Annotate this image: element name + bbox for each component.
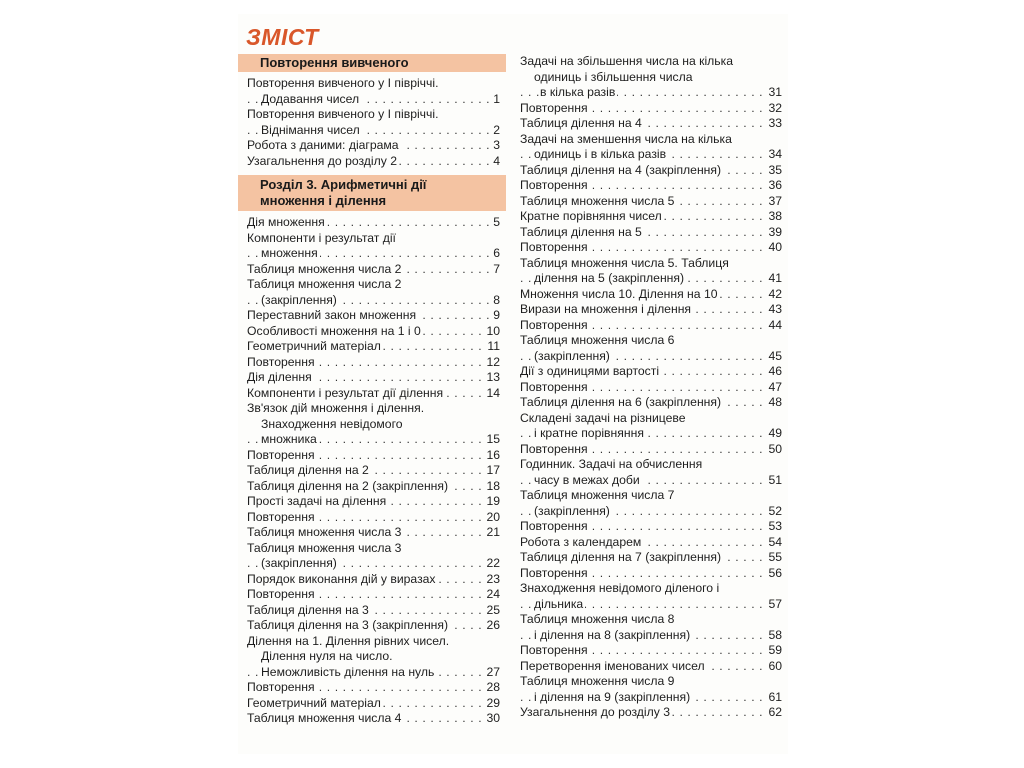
toc-page-number: 15 bbox=[486, 432, 500, 446]
page-title: ЗМІСТ bbox=[246, 24, 319, 50]
toc-page-number: 31 bbox=[768, 85, 782, 99]
toc-page-number: 16 bbox=[486, 447, 500, 462]
toc-entry-title: Повторення bbox=[520, 100, 588, 115]
toc-page-number: 50 bbox=[768, 441, 782, 456]
toc-page-number: 38 bbox=[768, 209, 782, 223]
section-header-line: множення і ділення bbox=[260, 193, 387, 208]
toc-page-number: 5 bbox=[493, 215, 500, 229]
toc-section-2-continued bbox=[520, 54, 782, 721]
toc-entry-title: Таблиця множення числа 4 bbox=[247, 711, 402, 725]
toc-page-number: 22 bbox=[486, 556, 500, 570]
toc-entry-title: Зв'язок дій множення і ділення. bbox=[247, 401, 425, 415]
toc-entry-title: Таблиця ділення на 2 bbox=[247, 463, 369, 477]
toc-entry-title: Таблиця ділення на 2 (закріплення) bbox=[247, 478, 449, 493]
toc-entry-title: Повторення bbox=[247, 587, 315, 601]
toc-entry-title: Віднімання чисел bbox=[261, 122, 360, 137]
toc-page-number: 36 bbox=[768, 178, 782, 192]
toc-entry-title: Робота з календарем bbox=[520, 534, 642, 549]
toc-entry-title: одиниць і збільшення числа bbox=[534, 69, 693, 84]
toc-entry-title: Повторення bbox=[247, 680, 315, 694]
toc-entry bbox=[238, 463, 506, 479]
toc-entry-title: Повторення вивченого у І півріччі. bbox=[247, 107, 439, 121]
toc-page-number: 39 bbox=[768, 224, 782, 239]
toc-entry-title: (закріплення) bbox=[261, 556, 337, 570]
toc-entry-title: Таблиця множення числа 5. Таблиця bbox=[520, 255, 729, 270]
toc-entry bbox=[238, 138, 506, 154]
toc-entry bbox=[238, 603, 506, 619]
toc-page-number: 14 bbox=[486, 385, 500, 400]
toc-page-number: 27 bbox=[486, 664, 500, 679]
toc-entry bbox=[520, 643, 782, 659]
toc-entry bbox=[520, 690, 782, 706]
toc-section-2 bbox=[238, 215, 506, 727]
toc-entry-title: і ділення на 8 (закріплення) bbox=[534, 627, 691, 642]
toc-entry-title: Таблиця множення числа 7 bbox=[520, 488, 675, 502]
toc-entry-title: Дія множення bbox=[247, 215, 325, 229]
toc-entry bbox=[520, 473, 782, 489]
toc-page-number: 1 bbox=[493, 91, 500, 106]
toc-entry bbox=[520, 411, 782, 427]
toc-page-number: 29 bbox=[486, 695, 500, 710]
toc-entry-title: і кратне порівняння bbox=[534, 426, 644, 440]
toc-entry bbox=[520, 209, 782, 225]
toc-entry-title: ділення на 5 (закріплення) bbox=[534, 271, 685, 285]
toc-entry bbox=[238, 525, 506, 541]
toc-page-number: 60 bbox=[768, 658, 782, 673]
toc-entry-title: Таблиця ділення на 3 (закріплення) bbox=[247, 618, 449, 632]
toc-page-number: 4 bbox=[493, 153, 500, 168]
toc-page-number: 35 bbox=[768, 162, 782, 177]
toc-entry-title: в кілька разів bbox=[540, 85, 616, 99]
toc-page-number: 8 bbox=[493, 292, 500, 307]
toc-entry bbox=[238, 711, 506, 727]
toc-page-number: 24 bbox=[486, 587, 500, 601]
toc-entry bbox=[520, 256, 782, 272]
toc-entry-title: Таблиця множення числа 3 bbox=[247, 540, 402, 555]
section-header: Повторення вивченого bbox=[238, 54, 506, 72]
toc-entry bbox=[238, 401, 506, 417]
toc-entry bbox=[238, 324, 506, 340]
toc-entry-title: і ділення на 9 (закріплення) bbox=[534, 689, 691, 704]
toc-entry-title: Повторення bbox=[247, 447, 315, 462]
toc-entry bbox=[238, 541, 506, 557]
toc-entry-title: Неможливість ділення на нуль bbox=[261, 664, 435, 679]
toc-entry bbox=[238, 556, 506, 572]
toc-page-number: 23 bbox=[486, 571, 500, 586]
toc-entry-title: Повторення bbox=[520, 379, 588, 394]
toc-page-number: 54 bbox=[768, 534, 782, 549]
toc-entry-title: множника bbox=[261, 432, 317, 446]
toc-entry-title: Порядок виконання дій у виразах bbox=[247, 571, 436, 586]
toc-entry-title: Задачі на збільшення числа на кілька bbox=[520, 54, 734, 68]
toc-entry bbox=[520, 85, 782, 101]
toc-page-number: 17 bbox=[486, 463, 500, 477]
toc-entry-title: Повторення bbox=[520, 441, 588, 456]
toc-entry bbox=[238, 510, 506, 526]
toc-entry-title: (закріплення) bbox=[534, 503, 610, 518]
section-header bbox=[238, 175, 506, 211]
toc-entry bbox=[238, 386, 506, 402]
toc-entry-title: Повторення вивченого у І півріччі. bbox=[247, 76, 439, 90]
toc-page-number: 20 bbox=[486, 509, 500, 524]
toc-page-number: 49 bbox=[768, 426, 782, 440]
toc-entry-title: Геометричний матеріал bbox=[247, 695, 381, 710]
toc-page-number: 48 bbox=[768, 395, 782, 409]
toc-entry bbox=[520, 612, 782, 628]
toc-entry bbox=[238, 339, 506, 355]
toc-entry bbox=[520, 395, 782, 411]
toc-entry bbox=[520, 597, 782, 613]
toc-page-number: 44 bbox=[768, 317, 782, 332]
toc-entry bbox=[520, 333, 782, 349]
toc-entry-title: Ділення на 1. Ділення рівних чисел. bbox=[247, 633, 450, 648]
toc-entry bbox=[238, 680, 506, 696]
toc-page-number: 9 bbox=[493, 308, 500, 322]
toc-entry-title: Повторення bbox=[520, 519, 588, 533]
toc-entry bbox=[520, 349, 782, 365]
toc-entry-title: (закріплення) bbox=[261, 292, 337, 307]
toc-entry bbox=[238, 696, 506, 712]
toc-entry-title: Таблиця ділення на 5 bbox=[520, 224, 642, 239]
toc-entry-title: дільника bbox=[534, 596, 584, 611]
toc-entry-title: Переставний закон множення bbox=[247, 308, 417, 322]
toc-entry bbox=[238, 231, 506, 247]
toc-entry-title: Компоненти і результат дії ділення bbox=[247, 385, 444, 400]
toc-page-number: 56 bbox=[768, 565, 782, 580]
toc-page-number: 41 bbox=[768, 271, 782, 285]
toc-entry-title: часу в межах доби bbox=[534, 472, 640, 487]
toc-entry bbox=[238, 634, 506, 650]
toc-page-number: 47 bbox=[768, 379, 782, 394]
toc-entry bbox=[520, 519, 782, 535]
toc-entry bbox=[520, 364, 782, 380]
toc-entry bbox=[238, 277, 506, 293]
toc-entry bbox=[238, 262, 506, 278]
toc-entry bbox=[520, 426, 782, 442]
toc-page-number: 28 bbox=[486, 680, 500, 694]
toc-entry bbox=[520, 132, 782, 148]
toc-entry bbox=[238, 587, 506, 603]
toc-left-column bbox=[238, 54, 506, 727]
toc-page-number: 6 bbox=[493, 246, 500, 260]
toc-entry bbox=[238, 76, 506, 92]
section-header-line: Розділ 3. Арифметичні дії bbox=[260, 177, 427, 192]
toc-entry-title: Повторення bbox=[520, 643, 588, 657]
toc-entry-title: Таблиця множення числа 2 bbox=[247, 277, 402, 291]
toc-entry-title: Таблиця ділення на 6 (закріплення) bbox=[520, 395, 722, 409]
toc-entry bbox=[238, 123, 506, 139]
toc-entry-title: Повторення bbox=[247, 354, 315, 369]
toc-entry bbox=[238, 572, 506, 588]
toc-entry bbox=[238, 618, 506, 634]
toc-page-number: 7 bbox=[493, 261, 500, 276]
toc-entry bbox=[238, 494, 506, 510]
toc-entry bbox=[238, 92, 506, 108]
toc-entry bbox=[238, 448, 506, 464]
toc-entry-title: Ділення нуля на число. bbox=[261, 649, 393, 663]
toc-entry-title: Перетворення іменованих чисел bbox=[520, 658, 705, 673]
toc-right-column bbox=[520, 54, 782, 721]
toc-page-number: 34 bbox=[768, 147, 782, 161]
toc-entry-title: множення bbox=[261, 246, 318, 260]
toc-entry bbox=[520, 318, 782, 334]
toc-entry-title: Дії з одиницями вартості bbox=[520, 364, 660, 378]
toc-entry-title: Таблиця ділення на 4 bbox=[520, 116, 642, 130]
toc-entry-title: Повторення bbox=[520, 565, 588, 580]
toc-entry-title: Узагальнення до розділу 3 bbox=[520, 705, 670, 719]
toc-entry-title: Знаходження невідомого діленого і bbox=[520, 581, 720, 595]
toc-page-number: 32 bbox=[768, 100, 782, 115]
toc-page-number: 11 bbox=[487, 339, 500, 353]
toc-page-number: 57 bbox=[768, 596, 782, 611]
toc-entry-title: Таблиця множення числа 5 bbox=[520, 193, 675, 208]
toc-entry-title: Таблиця множення числа 3 bbox=[247, 525, 402, 539]
toc-page-number: 51 bbox=[768, 472, 782, 487]
toc-entry bbox=[520, 287, 782, 303]
toc-entry-title: Робота з даними: діаграма bbox=[247, 138, 399, 152]
toc-entry-title: Повторення bbox=[520, 178, 588, 192]
toc-page-number: 2 bbox=[493, 122, 500, 137]
toc-entry bbox=[238, 649, 506, 665]
toc-entry bbox=[238, 665, 506, 681]
toc-entry-title: Таблиця множення числа 8 bbox=[520, 612, 675, 626]
toc-entry bbox=[520, 380, 782, 396]
toc-entry-title: Таблиця множення числа 2 bbox=[247, 261, 402, 276]
toc-entry bbox=[520, 54, 782, 70]
toc-entry bbox=[520, 194, 782, 210]
toc-entry-title: Геометричний матеріал bbox=[247, 339, 381, 353]
toc-entry bbox=[520, 705, 782, 721]
toc-entry-title: Повторення bbox=[520, 240, 588, 254]
toc-entry-title: Компоненти і результат дії bbox=[247, 230, 396, 245]
toc-page-number: 52 bbox=[768, 503, 782, 518]
toc-entry-title: Узагальнення до розділу 2 bbox=[247, 153, 397, 168]
toc-page-number: 43 bbox=[768, 302, 782, 316]
toc-entry bbox=[520, 225, 782, 241]
toc-page-number: 53 bbox=[768, 519, 782, 533]
toc-entry bbox=[520, 442, 782, 458]
toc-page-number: 10 bbox=[486, 323, 500, 338]
toc-entry bbox=[520, 163, 782, 179]
toc-entry bbox=[520, 628, 782, 644]
toc-entry bbox=[520, 116, 782, 132]
toc-page-number: 58 bbox=[768, 627, 782, 642]
toc-entry bbox=[238, 154, 506, 170]
toc-entry bbox=[238, 417, 506, 433]
toc-entry bbox=[238, 246, 506, 262]
toc-entry-title: Таблиця ділення на 7 (закріплення) bbox=[520, 550, 722, 564]
toc-page-number: 30 bbox=[486, 711, 500, 725]
toc-page-number: 3 bbox=[493, 138, 500, 152]
toc-entry bbox=[520, 302, 782, 318]
toc-page-number: 40 bbox=[768, 240, 782, 254]
toc-entry-title: Таблиця множення числа 9 bbox=[520, 674, 675, 688]
toc-entry bbox=[520, 178, 782, 194]
toc-entry bbox=[520, 271, 782, 287]
toc-entry-title: одиниць і в кілька разів bbox=[534, 147, 667, 161]
toc-page-number: 13 bbox=[486, 370, 500, 384]
toc-page-number: 42 bbox=[768, 286, 782, 301]
toc-page-number: 62 bbox=[768, 705, 782, 719]
toc-entry-title: (закріплення) bbox=[534, 348, 610, 363]
toc-entry-title: Вирази на множення і ділення bbox=[520, 302, 692, 316]
toc-entry bbox=[238, 308, 506, 324]
toc-entry bbox=[520, 504, 782, 520]
toc-page-number: 45 bbox=[768, 348, 782, 363]
toc-entry bbox=[520, 101, 782, 117]
toc-entry bbox=[520, 240, 782, 256]
toc-page-number: 59 bbox=[768, 643, 782, 657]
toc-page-number: 37 bbox=[768, 193, 782, 208]
toc-page-number: 26 bbox=[486, 618, 500, 632]
toc-entry bbox=[520, 70, 782, 86]
toc-page-number: 55 bbox=[768, 550, 782, 564]
toc-page-number: 18 bbox=[486, 478, 500, 493]
toc-page-number: 33 bbox=[768, 116, 782, 130]
toc-page-number: 46 bbox=[768, 364, 782, 378]
toc-entry-title: Таблиця ділення на 3 bbox=[247, 602, 369, 617]
toc-entry-title: Повторення bbox=[520, 317, 588, 332]
toc-page-number: 21 bbox=[486, 525, 500, 539]
toc-entry bbox=[238, 215, 506, 231]
toc-entry-title: Прості задачі на ділення bbox=[247, 494, 387, 508]
toc-entry bbox=[238, 479, 506, 495]
toc-entry-title: Особливості множення на 1 і 0 bbox=[247, 323, 421, 338]
toc-page-number: 12 bbox=[486, 354, 500, 369]
toc-entry-title: Додавання чисел bbox=[261, 91, 360, 106]
toc-entry bbox=[238, 355, 506, 371]
toc-page-number: 19 bbox=[486, 494, 500, 508]
toc-entry bbox=[238, 107, 506, 123]
toc-entry-title: Таблиця множення числа 6 bbox=[520, 333, 675, 347]
toc-entry-title: Дія ділення bbox=[247, 370, 312, 384]
toc-entry bbox=[520, 581, 782, 597]
toc-entry bbox=[520, 457, 782, 473]
toc-page-number: 61 bbox=[768, 689, 782, 704]
toc-entry-title: Складені задачі на різницеве bbox=[520, 410, 686, 425]
toc-page-number: 25 bbox=[486, 602, 500, 617]
toc-entry bbox=[520, 550, 782, 566]
toc-entry bbox=[520, 674, 782, 690]
toc-entry bbox=[520, 566, 782, 582]
toc-entry bbox=[238, 432, 506, 448]
toc-entry-title: Годинник. Задачі на обчислення bbox=[520, 457, 703, 471]
toc-entry bbox=[238, 293, 506, 309]
toc-entry bbox=[238, 370, 506, 386]
toc-entry bbox=[520, 488, 782, 504]
toc-entry-title: Множення числа 10. Ділення на 10 bbox=[520, 286, 718, 301]
toc-entry-title: Знаходження невідомого bbox=[261, 416, 403, 431]
toc-entry-title: Таблиця ділення на 4 (закріплення) bbox=[520, 162, 722, 177]
toc-entry-title: Задачі на зменшення числа на кілька bbox=[520, 131, 732, 146]
toc-entry bbox=[520, 535, 782, 551]
toc-entry bbox=[520, 147, 782, 163]
toc-entry-title: Кратне порівняння чисел bbox=[520, 209, 662, 223]
toc-entry bbox=[520, 659, 782, 675]
toc-entry-title: Повторення bbox=[247, 509, 315, 524]
toc-section-1 bbox=[238, 76, 506, 169]
